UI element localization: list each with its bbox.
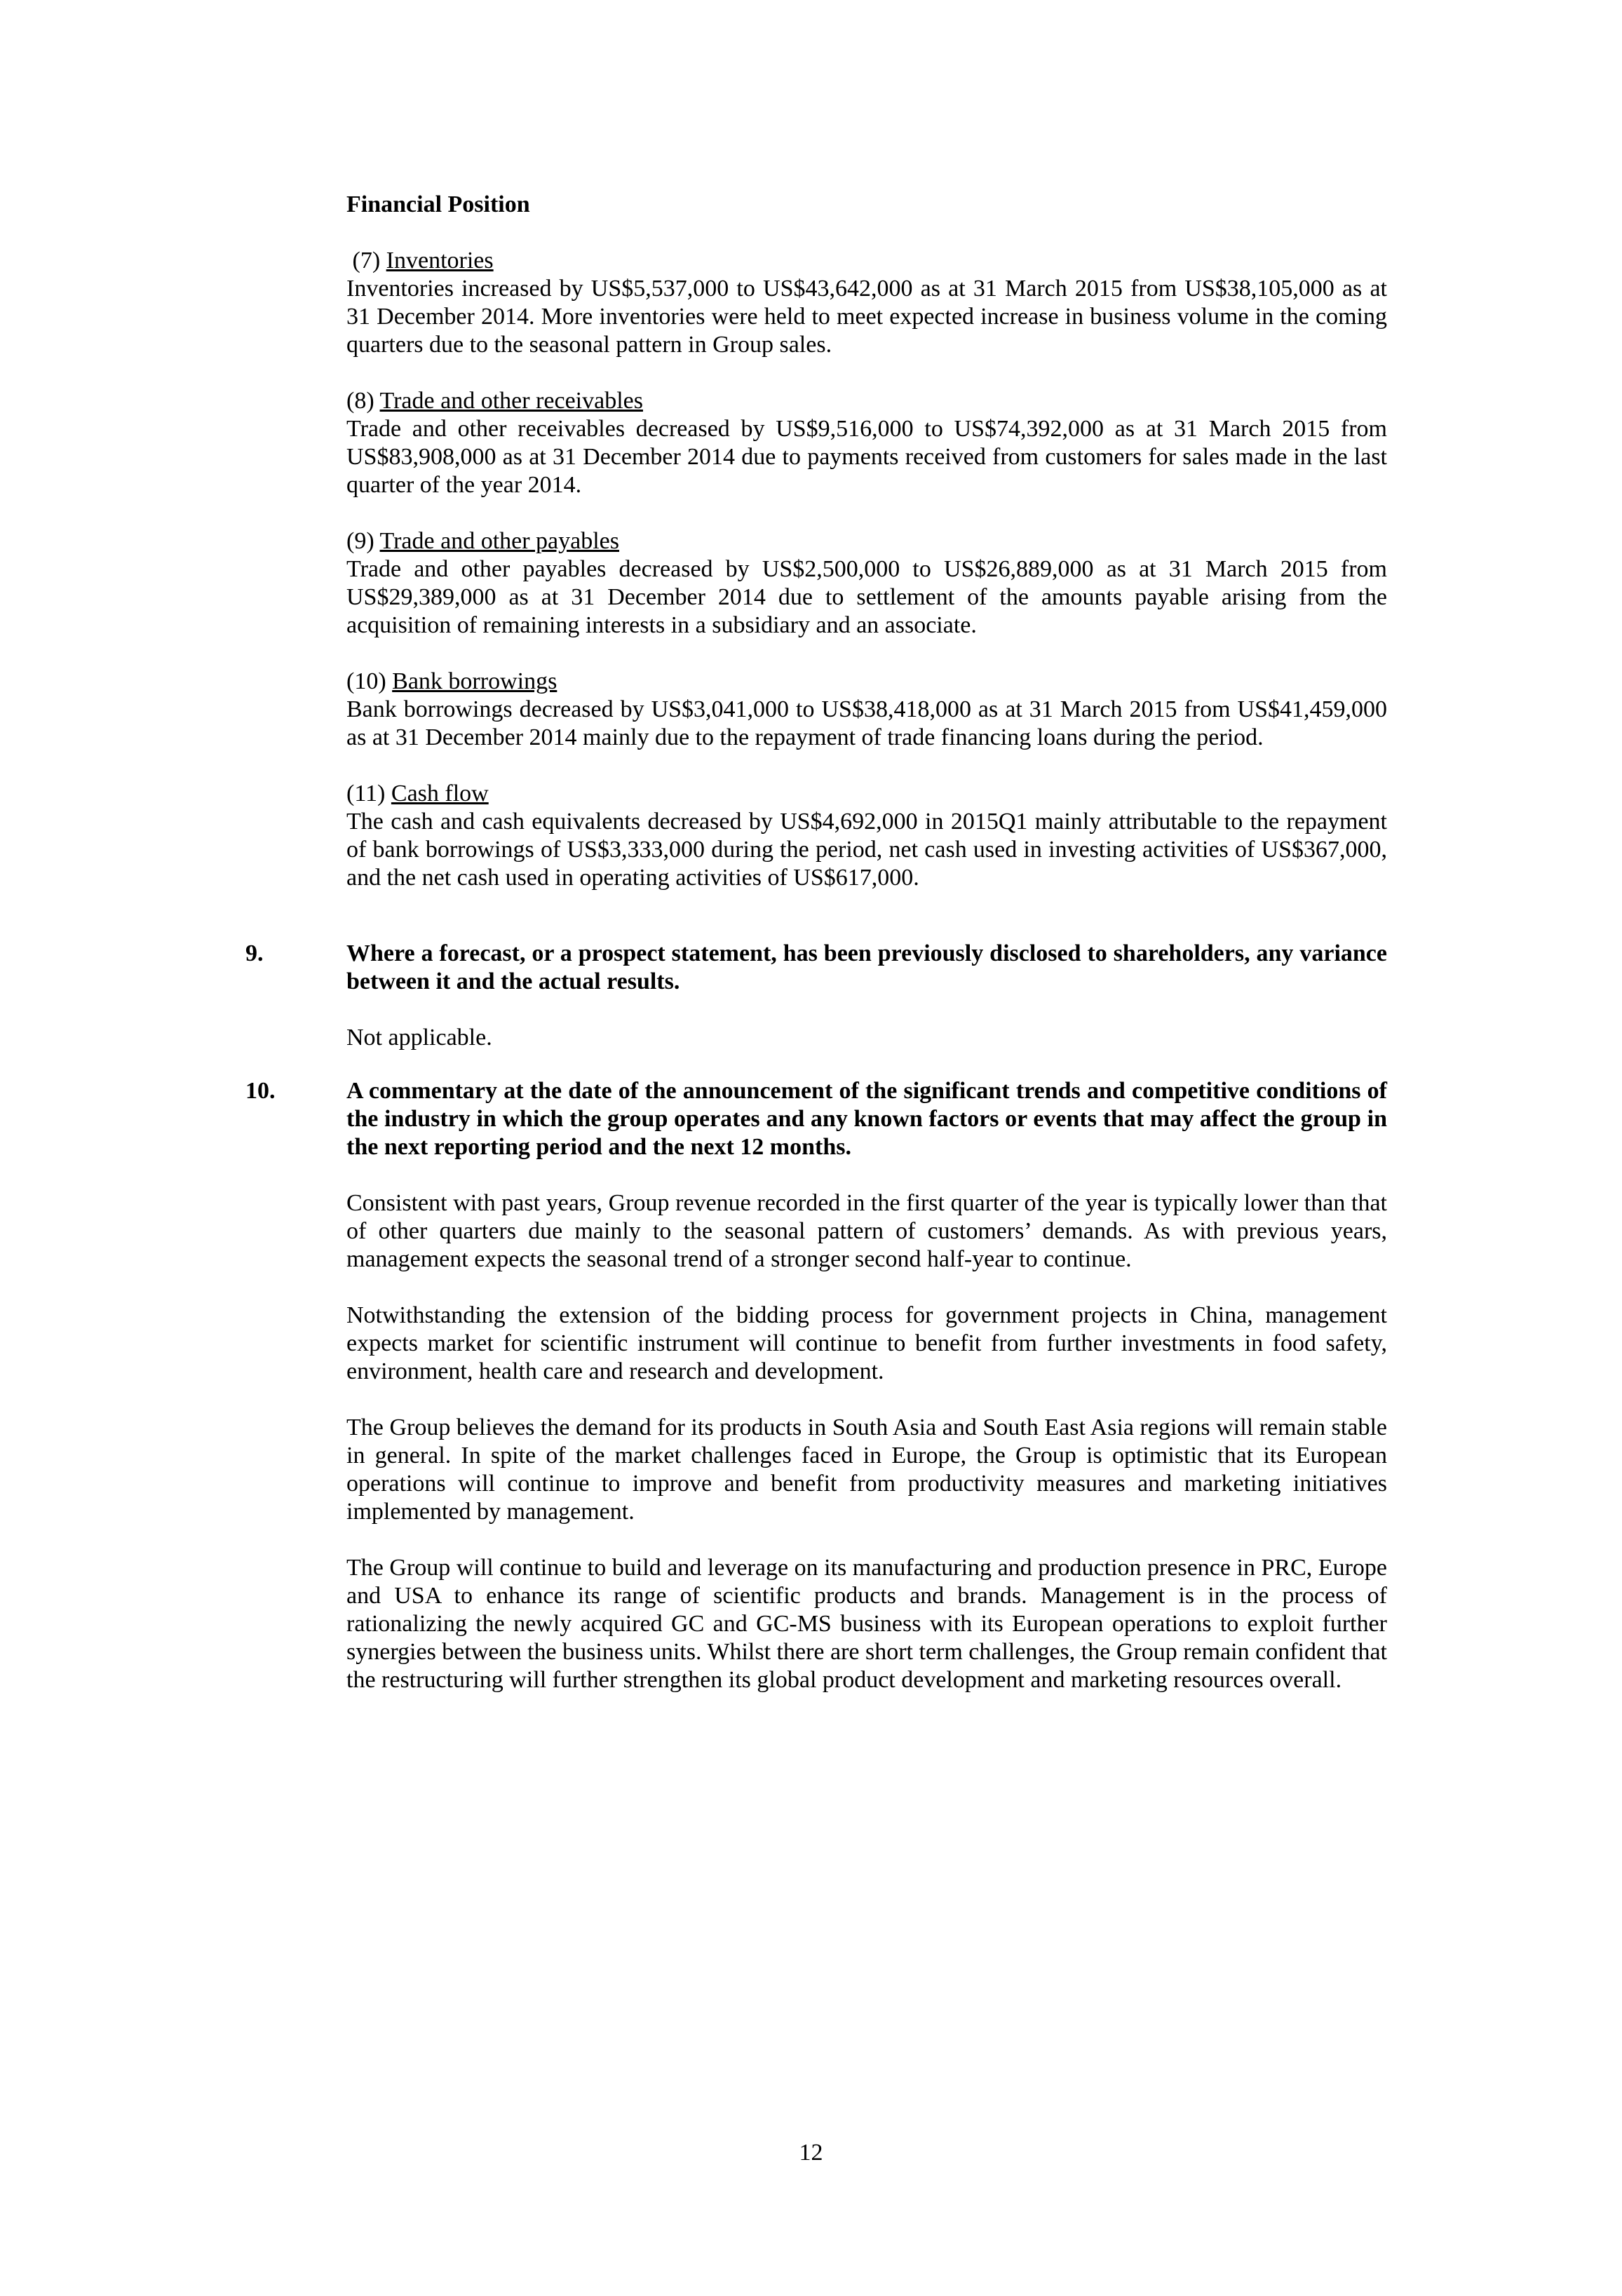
section-title-text: Inventories bbox=[386, 248, 494, 274]
item-10 bbox=[245, 1077, 1387, 1694]
item-heading: A commentary at the date of the announcement of the significant trends and competitive conditions of the industry in which the group operates and any known factors or events that may affect the group in the next reporting period and the next 12 months. bbox=[346, 1078, 1387, 1160]
commentary-paragraph: Consistent with past years, Group revenue recorded in the first quarter of the year is typically lower than that of other quarters due mainly to the seasonal pattern of customers’ demands. As with previous years, management expects the seasonal trend of a stronger second half-year to continue. bbox=[346, 1190, 1387, 1272]
section-title-text: Trade and other payables bbox=[379, 528, 620, 554]
section-title-text: Bank borrowings bbox=[392, 668, 557, 694]
section-title-text: Trade and other receivables bbox=[379, 388, 643, 414]
section-body: Trade and other payables decreased by US$2,500,000 to US$26,889,000 as at 31 March 2015 from US$29,389,000 as at 31 December 2014 due to settlement of the amounts payable arising from the acquisition of remaining interests in a subsidiary and an associate. bbox=[346, 556, 1387, 638]
item-heading: Where a forecast, or a prospect statement, has been previously disclosed to shareholders, any variance between it and the actual results. bbox=[346, 940, 1387, 994]
section-title-text: Cash flow bbox=[391, 781, 489, 806]
item-number: 9. bbox=[245, 940, 264, 966]
section-trade-payables bbox=[346, 527, 1387, 640]
section-body: The cash and cash equivalents decreased by US$4,692,000 in 2015Q1 mainly attributable to the repayment of bank borrowings of US$3,333,000 during the period, net cash used in investing activities of US$367,000, and the net cash used in operating activities of US$617,000. bbox=[346, 809, 1387, 891]
commentary-paragraph: The Group will continue to build and leverage on its manufacturing and production presence in PRC, Europe and USA to enhance its range of scientific products and brands. Management is in the process of rationalizing the newly acquired GC and GC-MS business with its European operations to exploit further synergies between the business units. Whilst there are short term challenges, the Group remain confident that the restructuring will further strengthen its global product development and marketing resources overall. bbox=[346, 1555, 1387, 1693]
section-title bbox=[346, 780, 1387, 808]
page-number: 12 bbox=[799, 2140, 823, 2166]
section-number: (9) bbox=[346, 528, 380, 554]
section-number: (10) bbox=[346, 668, 393, 694]
section-body: Trade and other receivables decreased by US$9,516,000 to US$74,392,000 as at 31 March 2015 from US$83,908,000 as at 31 December 2014 due to payments received from customers for sales made in the last quarter of the year 2014. bbox=[346, 416, 1387, 498]
section-body: Inventories increased by US$5,537,000 to US$43,642,000 as at 31 March 2015 from US$38,105,000 as at 31 December 2014. More inventories were held to meet expected increase in business volume in the coming quarters due to the seasonal pattern in Group sales. bbox=[346, 276, 1387, 358]
item-number: 10. bbox=[245, 1078, 276, 1104]
commentary-paragraph: The Group believes the demand for its products in South Asia and South East Asia regions will remain stable in general. In spite of the market challenges faced in Europe, the Group is optimistic that its European operations will continue to improve and benefit from productivity measures and marketing initiatives implemented by management. bbox=[346, 1414, 1387, 1525]
section-number: (8) bbox=[346, 388, 380, 414]
section-bank-borrowings bbox=[346, 668, 1387, 752]
section-title bbox=[346, 527, 1387, 555]
section-cash-flow bbox=[346, 780, 1387, 892]
item-9 bbox=[245, 940, 1387, 1052]
page-content bbox=[245, 191, 1387, 1694]
section-body: Bank borrowings decreased by US$3,041,000 to US$38,418,000 as at 31 March 2015 from US$41,459,000 as at 31 December 2014 mainly due to the repayment of trade financing loans during the period. bbox=[346, 696, 1387, 750]
section-inventories bbox=[346, 247, 1387, 359]
section-trade-receivables bbox=[346, 387, 1387, 499]
item-body: Not applicable. bbox=[346, 1025, 492, 1051]
section-title bbox=[346, 247, 1387, 275]
commentary-paragraph: Notwithstanding the extension of the bidding process for government projects in China, management expects market for scientific instrument will continue to benefit from further investments in food safety, environment, health care and research and development. bbox=[346, 1302, 1387, 1384]
section-number: (11) bbox=[346, 781, 391, 806]
section-number: (7) bbox=[346, 248, 386, 274]
financial-position-heading: Financial Position bbox=[346, 191, 530, 217]
section-title bbox=[346, 387, 1387, 415]
section-title bbox=[346, 668, 1387, 696]
